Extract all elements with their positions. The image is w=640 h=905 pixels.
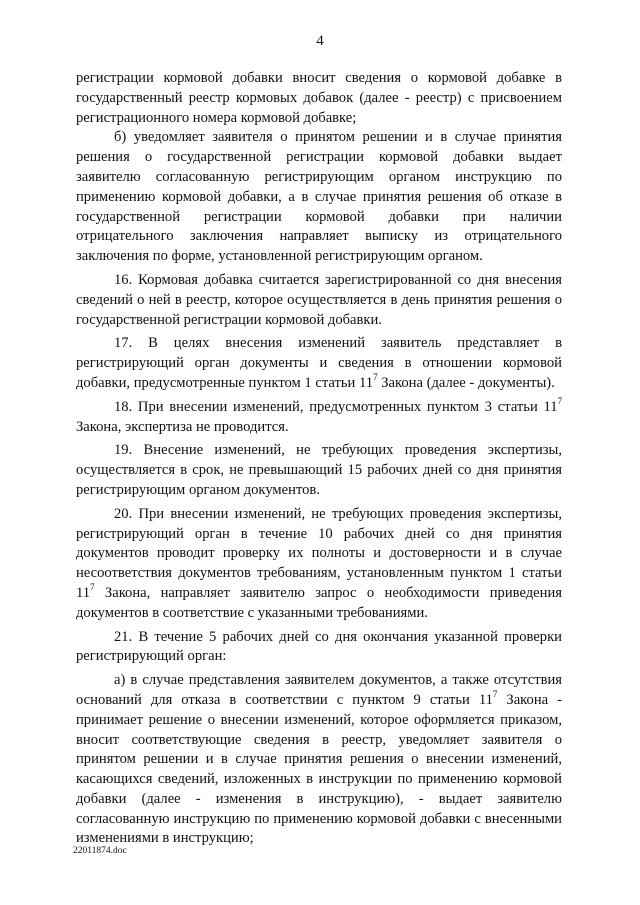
paragraph-text: 17. В целях внесения изменений заявитель представляет в регистрирующий орган документы и сведения в отношении кормовой добавки, предусмотренные пунктом 1 статьи 11 bbox=[76, 335, 562, 391]
paragraph bbox=[76, 505, 562, 624]
paragraph: б) уведомляет заявителя о принятом решении и в случае принятия решения о государственной регистрации кормовой добавки выдает заявителю согласованную регистрирующим органом инструкцию по применению кормовой добавки, а в случае принятия решения об отказе в государственной регистрации кормовой добавки при наличии отрицательного заключения направляет выписку из отрицательного заключения по форме, установленной регистрирующим органом. bbox=[76, 129, 562, 265]
paragraph-text: 18. При внесении изменений, предусмотренных пунктом 3 статьи 11 bbox=[114, 398, 558, 415]
paragraph: 19. Внесение изменений, не требующих проведения экспертизы, осуществляется в срок, не превышающий 15 рабочих дней со дня принятия регистрирующим органом документов. bbox=[76, 442, 562, 498]
paragraph-text: Закона, экспертиза не проводится. bbox=[76, 418, 289, 435]
paragraph-text: Закона - принимает решение о внесении изменений, которое оформляется приказом, вносит соответствующие сведения в реестр, уведомляет заявителя о принятом решении и в случае принятия решения о внесении изменений, касающихся сведений, изложенных в инструкции по применению кормовой добавки (далее - изменения в инструкцию), - выдает заявителю согласованную инструкцию по применению кормовой добавки с внесенными изменениями в инструкцию; bbox=[76, 691, 562, 847]
superscript: 7 bbox=[90, 582, 95, 593]
paragraph: 16. Кормовая добавка считается зарегистрированной со дня внесения сведений о ней в реестр, которое осуществляется в день принятия решения о государственной регистрации кормовой добавки. bbox=[76, 271, 562, 328]
paragraph-text: Закона (далее - документы). bbox=[377, 374, 555, 391]
paragraph: 21. В течение 5 рабочих дней со дня окончания указанной проверки регистрирующий орган: bbox=[76, 628, 562, 665]
document-body bbox=[76, 69, 562, 849]
paragraph: регистрации кормовой добавки вносит сведения о кормовой добавке в государственный реестр кормовых добавок (далее - реестр) с присвоением регистрационного номера кормовой добавке; bbox=[76, 70, 562, 126]
superscript: 7 bbox=[492, 689, 498, 700]
paragraph bbox=[76, 671, 562, 849]
superscript: 7 bbox=[373, 372, 378, 383]
page-number: 4 bbox=[316, 33, 324, 49]
superscript: 7 bbox=[557, 395, 562, 406]
paragraph-text: 20. При внесении изменений, не требующих проведения экспертизы, регистрирующий орган в течение 10 рабочих дней со дня принятия документов проводит проверку их полноты и достоверности и в случае несоответствия документов требованиям, установленным пунктом 1 статьи 11 bbox=[76, 505, 562, 601]
footer-file-code: 22011874.doc bbox=[73, 846, 127, 856]
paragraph bbox=[76, 334, 562, 393]
paragraph-text: Закона, направляет заявителю запрос о необходимости приведения документов в соответствие с указанными требованиями. bbox=[76, 584, 562, 621]
paragraph bbox=[76, 395, 562, 438]
paragraph-text: а) в случае представления заявителем документов, а также отсутствия оснований для отказа в соответствии с пунктом 9 статьи 11 bbox=[76, 672, 562, 708]
